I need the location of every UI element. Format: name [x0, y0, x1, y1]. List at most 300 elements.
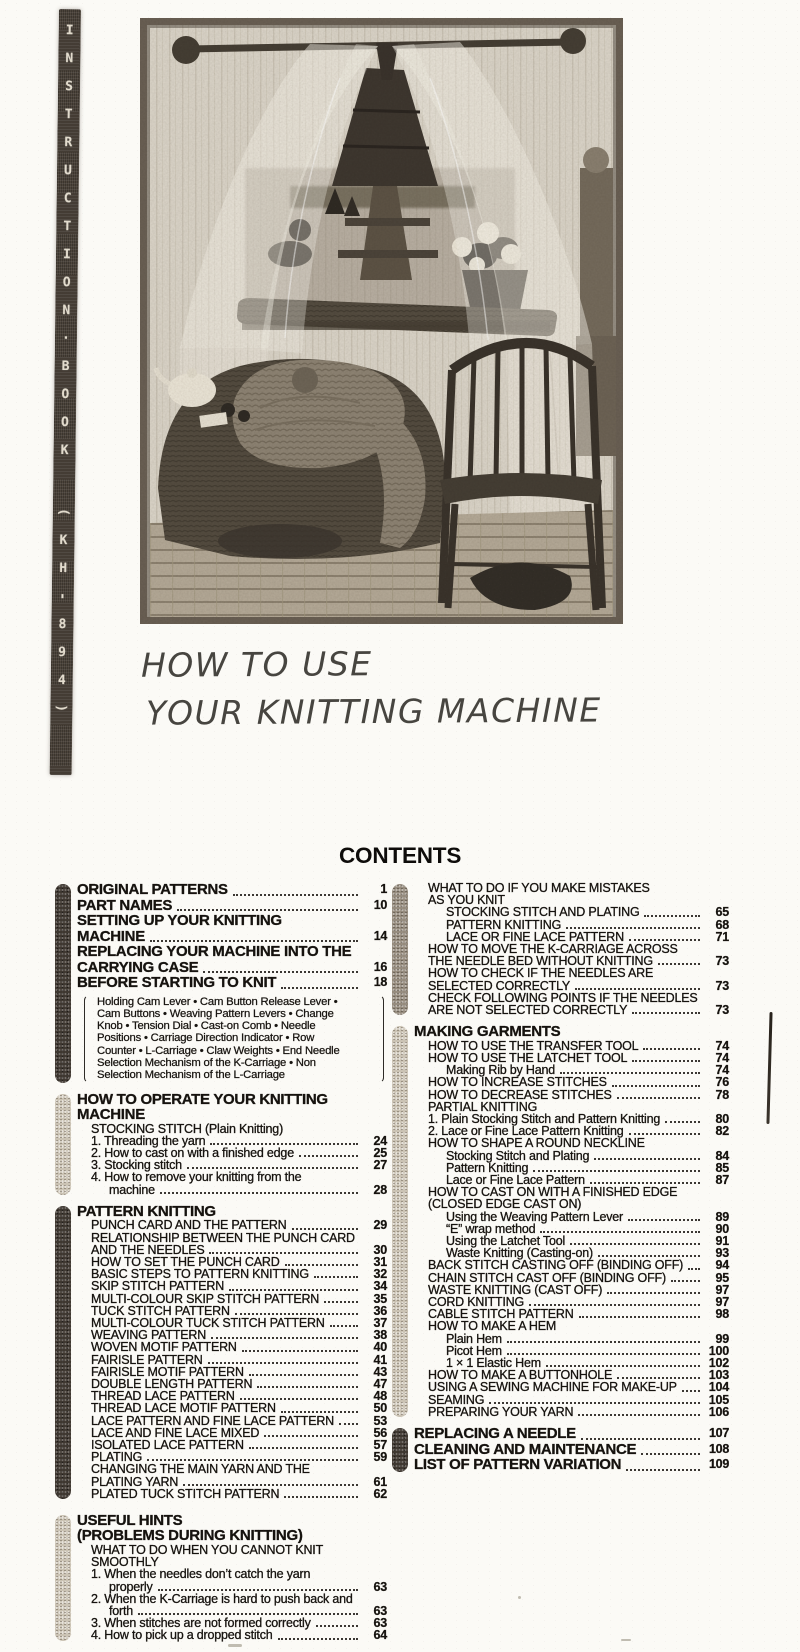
toc-page-number: 82	[715, 1124, 729, 1139]
toc-entry	[55, 1402, 387, 1414]
dot-leader	[566, 927, 700, 929]
toc-entry	[55, 1092, 387, 1108]
note-line: Holding Cam Lever • Cam Button Release Lever •	[97, 995, 338, 1008]
spine-letter: H	[59, 560, 68, 576]
spine-letter: O	[62, 274, 71, 290]
toc-entry-label: 3. Stocking stitch	[91, 1158, 182, 1173]
toc-entry-label: 1. Plain Stocking Stitch and Pattern Knitting	[428, 1111, 661, 1126]
toc-entry-label: PATTERN KNITTING	[77, 1202, 216, 1220]
toc-entry	[392, 1211, 729, 1223]
section-marker-bar	[55, 1206, 71, 1499]
spine-letter: N	[62, 302, 71, 318]
note-line: Cam Buttons • Weaving Pattern Levers • Change	[97, 1007, 334, 1020]
toc-entry	[55, 1568, 387, 1580]
toc-page-number: 71	[715, 929, 729, 944]
toc-entry-label: CHANGING THE MAIN YARN AND THE	[91, 1462, 310, 1477]
dot-leader	[229, 1289, 358, 1291]
toc-entry-label: 1 × 1 Elastic Hem	[446, 1356, 541, 1371]
toc-entry-label: FAIRISLE MOTIF PATTERN	[91, 1364, 244, 1379]
toc-entry-label: Plain Hem	[446, 1331, 502, 1346]
toc-section	[392, 1426, 729, 1473]
dot-leader	[249, 1374, 358, 1376]
parts-note-block	[84, 994, 384, 1084]
toc-entry	[392, 1320, 729, 1332]
toc-entry	[392, 1076, 729, 1088]
dot-leader	[281, 1411, 358, 1413]
toc-entry-label: PART NAMES	[77, 896, 173, 914]
toc-section	[392, 1024, 729, 1418]
toc-entry-label: HOW TO MOVE THE K-CARRIAGE ACROSS	[428, 942, 678, 957]
scan-artifact-line	[766, 1012, 772, 1124]
toc-page-number: 68	[715, 917, 729, 932]
toc-page-number: 87	[715, 1172, 729, 1187]
section-marker-bar	[55, 1515, 71, 1641]
toc-page-number: 48	[373, 1389, 387, 1404]
spine-letter: T	[63, 218, 72, 234]
toc-entry-label: CHAIN STITCH CAST OFF (BINDING OFF)	[428, 1270, 666, 1285]
dot-leader	[617, 1377, 700, 1379]
toc-entry-label: PLATED TUCK STITCH PATTERN	[91, 1486, 280, 1501]
spine-letter: 8	[58, 616, 67, 632]
toc-entry-label: BACK STITCH CASTING OFF (BINDING OFF)	[428, 1258, 684, 1273]
spine-letter: K	[59, 532, 68, 548]
toc-entry-label: CLEANING AND MAINTENANCE	[414, 1440, 637, 1458]
toc-entry-label: THE NEEDLE BED WITHOUT KNITTING	[428, 954, 653, 969]
dot-leader	[285, 1264, 358, 1266]
toc-entry	[392, 1137, 729, 1149]
toc-entry-label: HOW TO MAKE A HEM	[428, 1319, 557, 1334]
toc-section	[55, 882, 387, 1084]
toc-page-number: 18	[373, 975, 387, 989]
toc-page-number: 104	[708, 1380, 729, 1395]
toc-page-number: 27	[373, 1158, 387, 1173]
toc-entry-label: REPLACING YOUR MACHINE INTO THE	[77, 943, 352, 960]
dot-leader	[299, 1155, 358, 1157]
toc-entry-label: HOW TO MAKE A BUTTONHOLE	[428, 1368, 613, 1383]
toc-entry	[392, 1052, 729, 1064]
toc-page-number: 35	[373, 1291, 387, 1306]
toc-page-number: 32	[373, 1267, 387, 1282]
toc-section	[55, 1513, 387, 1642]
dot-leader	[628, 1219, 700, 1221]
toc-page-number: 73	[715, 954, 729, 969]
toc-entry-label: THREAD LACE PATTERN	[91, 1389, 235, 1404]
toc-page-number: 78	[715, 1087, 729, 1102]
dot-leader	[533, 1170, 700, 1172]
toc-page-number: 43	[373, 1364, 387, 1379]
spine-letter: K	[60, 442, 69, 458]
dot-leader	[529, 1304, 700, 1306]
toc-entry	[55, 882, 387, 898]
toc-entry	[392, 1004, 729, 1016]
dot-leader	[629, 939, 700, 941]
toc-entry	[55, 1415, 387, 1427]
toc-page-number: 63	[373, 1603, 387, 1618]
toc-entry	[55, 1280, 387, 1292]
toc-page-number: 84	[715, 1148, 729, 1163]
toc-page-number: 80	[715, 1111, 729, 1126]
toc-section	[392, 882, 729, 1016]
toc-entry-label: MACHINE	[77, 1106, 145, 1124]
dot-leader	[540, 1231, 700, 1233]
dot-leader	[632, 1060, 700, 1062]
toc-page-number: 36	[373, 1303, 387, 1318]
toc-page-number: 97	[715, 1282, 729, 1297]
dot-leader	[629, 1133, 701, 1135]
toc-entry-label: HOW TO CHECK IF THE NEEDLES ARE	[428, 966, 654, 981]
spine-letter: U	[64, 162, 73, 178]
dot-leader	[641, 1453, 700, 1455]
note-paren-right	[373, 995, 384, 1083]
spine-letter: )	[53, 704, 69, 713]
toc-entry	[55, 960, 387, 976]
toc-entry-label: MULTI-COLOUR SKIP STITCH PATTERN	[91, 1291, 320, 1306]
toc-entry	[55, 1184, 387, 1196]
toc-entry-label: 2. When the K-Carriage is hard to push back and	[91, 1591, 353, 1606]
toc-page-number: 76	[715, 1075, 729, 1090]
toc-page-number: 94	[715, 1258, 729, 1273]
dot-leader	[211, 1337, 358, 1339]
dot-leader	[560, 1072, 700, 1074]
toc-entry	[392, 919, 729, 931]
toc-page-number: 10	[373, 897, 387, 912]
dot-leader	[671, 1280, 700, 1282]
toc-page-number: 65	[715, 905, 729, 920]
toc-entry-label: MAKING GARMENTS	[414, 1023, 561, 1041]
dot-leader	[316, 1625, 358, 1627]
toc-entry-label: Using the Latchet Tool	[446, 1233, 566, 1248]
section-marker-bar	[392, 1428, 408, 1472]
dot-leader	[507, 1353, 700, 1355]
toc-entry-label: PLATING YARN	[91, 1474, 179, 1489]
dot-leader	[314, 1276, 358, 1278]
toc-entry	[392, 967, 729, 979]
toc-entry-label: HOW TO CAST ON WITH A FINISHED EDGE	[428, 1185, 678, 1200]
toc-page-number: 63	[373, 1616, 387, 1631]
toc-page-number: 74	[715, 1050, 729, 1065]
toc-entry-label: SETTING UP YOUR KNITTING	[77, 912, 282, 929]
cover-photo	[140, 18, 623, 624]
toc-entry	[392, 1345, 729, 1357]
toc-column-right	[392, 882, 729, 1481]
toc-entry	[55, 1354, 387, 1366]
note-line: Counter • L-Carriage • Claw Weights • End Needle	[97, 1044, 340, 1057]
toc-column-left	[55, 882, 387, 1650]
toc-entry-label: HOW TO INCREASE STITCHES	[428, 1075, 607, 1090]
toc-section	[55, 1092, 387, 1196]
toc-entry	[55, 1204, 387, 1220]
toc-entry-label: CARRYING CASE	[77, 958, 199, 976]
toc-entry	[55, 929, 387, 945]
toc-page-number: 25	[373, 1145, 387, 1160]
toc-entry	[55, 1341, 387, 1353]
toc-entry-label: 4. How to pick up a dropped stitch	[91, 1628, 273, 1643]
dot-leader	[578, 1414, 700, 1416]
dot-leader	[187, 1167, 358, 1169]
toc-entry	[392, 1198, 729, 1210]
note-paren-left	[84, 995, 95, 1083]
toc-entry-label: Waste Knitting (Casting-on)	[446, 1246, 593, 1261]
toc-entry-label: Using the Weaving Pattern Lever	[446, 1209, 624, 1224]
toc-entry-label: (CLOSED EDGE CAST ON)	[428, 1197, 582, 1212]
toc-entry	[55, 1293, 387, 1305]
toc-entry-label: Lace or Fine Lace Pattern	[446, 1172, 585, 1187]
dot-leader	[626, 1469, 700, 1471]
toc-entry	[392, 1394, 729, 1406]
toc-entry	[55, 1463, 387, 1475]
dot-leader	[281, 987, 358, 989]
toc-entry-label: LACE OR FINE LACE PATTERN	[446, 929, 624, 944]
toc-page-number: 90	[715, 1221, 729, 1236]
toc-page-number: 59	[373, 1450, 387, 1465]
toc-page-number: 50	[373, 1401, 387, 1416]
toc-entry-label: PUNCH CARD AND THE PATTERN	[91, 1218, 287, 1233]
toc-entry	[392, 980, 729, 992]
dot-leader	[598, 1255, 700, 1257]
toc-entry-label: 1. When the needles don’t catch the yarn	[91, 1567, 311, 1582]
toc-page-number: 14	[373, 928, 387, 943]
toc-page-number: 56	[373, 1425, 387, 1440]
dot-leader	[209, 1252, 358, 1254]
toc-entry-label: THREAD LACE MOTIF PATTERN	[91, 1401, 276, 1416]
toc-entry	[392, 1150, 729, 1162]
toc-entry-label: DOUBLE LENGTH PATTERN	[91, 1376, 253, 1391]
book-spine	[50, 9, 81, 775]
toc-entry-label: USEFUL HINTS	[77, 1511, 183, 1529]
section-marker-bar	[55, 1094, 71, 1195]
note-line: Positions • Carriage Direction Indicator • Row	[97, 1032, 315, 1045]
toc-entry-label: Making Rib by Hand	[446, 1063, 555, 1078]
cover-title-line2: YOUR KNITTING MACHINE	[145, 690, 602, 733]
toc-entry	[55, 1219, 387, 1231]
dot-leader	[203, 971, 358, 973]
dot-leader	[292, 1228, 358, 1230]
toc-entry-label: RELATIONSHIP BETWEEN THE PUNCH CARD	[91, 1230, 355, 1245]
spine-letter: R	[64, 134, 73, 150]
toc-entry	[55, 1593, 387, 1605]
spine-letter: S	[65, 78, 74, 94]
toc-entry-label: machine	[109, 1182, 155, 1197]
toc-page-number: 24	[373, 1133, 387, 1148]
dot-leader	[658, 963, 700, 965]
dot-leader	[242, 1350, 358, 1352]
dot-leader	[284, 1496, 358, 1498]
dot-leader	[665, 1121, 700, 1123]
toc-page-number: 1	[380, 882, 387, 896]
spine-letter: I	[65, 22, 74, 38]
toc-entry-label: WASTE KNITTING (CAST OFF)	[428, 1282, 603, 1297]
toc-entry-label: PLATING	[91, 1450, 143, 1465]
spine-letter: -	[55, 592, 71, 601]
toc-entry-label: LIST OF PATTERN VARIATION	[414, 1456, 622, 1474]
dot-leader	[607, 1292, 700, 1294]
toc-page-number: 89	[715, 1209, 729, 1224]
toc-page-number: 100	[708, 1343, 729, 1358]
dot-leader	[489, 1402, 700, 1404]
toc-entry-label: TUCK STITCH PATTERN	[91, 1303, 230, 1318]
toc-entry	[55, 1528, 387, 1544]
toc-entry-label: HOW TO SET THE PUNCH CARD	[91, 1254, 280, 1269]
toc-page-number: 62	[373, 1486, 387, 1501]
toc-page-number: 38	[373, 1328, 387, 1343]
toc-entry	[55, 1513, 387, 1529]
toc-entry	[392, 1457, 729, 1473]
toc-entry	[55, 1107, 387, 1123]
section-marker-bar	[55, 884, 71, 1083]
dot-leader	[138, 1613, 358, 1615]
toc-entry-label: PREPARING YOUR YARN	[428, 1404, 574, 1419]
toc-page-number: 73	[715, 978, 729, 993]
toc-page-number: 97	[715, 1295, 729, 1309]
toc-page-number: 57	[373, 1437, 387, 1452]
toc-page-number: 64	[373, 1628, 387, 1643]
toc-entry-label: Pattern Knitting	[446, 1160, 529, 1175]
toc-entry	[55, 1232, 387, 1244]
spine-letter: B	[61, 358, 70, 374]
toc-entry-label: BEFORE STARTING TO KNIT	[77, 974, 277, 991]
toc-page-number: 99	[715, 1331, 729, 1346]
toc-page-number: 98	[715, 1307, 729, 1322]
toc-entry-label: HOW TO DECREASE STITCHES	[428, 1087, 612, 1102]
toc-entry-label: USING A SEWING MACHINE FOR MAKE-UP	[428, 1380, 677, 1395]
toc-entry-label: HOW TO USE THE LATCHET TOOL	[428, 1050, 628, 1065]
toc-entry	[392, 1442, 729, 1458]
dot-leader	[644, 915, 700, 917]
dot-leader	[150, 940, 358, 942]
section-marker-bar	[392, 1026, 408, 1417]
scan-speck	[621, 1639, 631, 1641]
toc-page-number: 29	[373, 1218, 387, 1233]
toc-entry-label: WEAVING PATTERN	[91, 1328, 207, 1343]
spine-letter: 4	[57, 672, 66, 688]
toc-page-number: 103	[708, 1368, 729, 1383]
section-marker-bar	[392, 884, 408, 1015]
toc-entry	[392, 1381, 729, 1393]
toc-entry-label: PATTERN KNITTING	[446, 917, 562, 932]
toc-entry-label: SKIP STITCH PATTERN	[91, 1279, 225, 1294]
dot-leader	[594, 1158, 700, 1160]
spine-letter: N	[65, 50, 74, 66]
toc-entry	[392, 1406, 729, 1418]
dot-leader	[643, 1048, 700, 1050]
toc-entry-label: ISOLATED LACE PATTERN	[91, 1437, 244, 1452]
dot-leader	[330, 1325, 358, 1327]
dot-leader	[160, 1192, 358, 1194]
toc-entry	[55, 1629, 387, 1641]
toc-entry-label: 4. How to remove your knitting from the	[91, 1170, 302, 1185]
toc-entry-label: Picot Hem	[446, 1343, 502, 1358]
toc-page-number: 41	[373, 1352, 387, 1367]
toc-page-number: 105	[708, 1392, 729, 1407]
dot-leader	[208, 1362, 358, 1364]
toc-entry	[55, 898, 387, 914]
dot-leader	[617, 1097, 700, 1099]
dot-leader	[570, 1243, 700, 1245]
dot-leader	[240, 1398, 358, 1400]
spine-letter: O	[60, 414, 69, 430]
toc-entry-label: properly	[109, 1579, 153, 1594]
toc-entry-label: PARTIAL KNITTING	[428, 1099, 538, 1114]
toc-entry	[392, 1024, 729, 1040]
toc-entry	[55, 1488, 387, 1500]
note-line: Selection Mechanism of the K-Carriage • Non	[97, 1056, 316, 1069]
toc-entry	[392, 1259, 729, 1271]
dot-leader	[210, 1143, 358, 1145]
dot-leader	[579, 1316, 700, 1318]
toc-entry-label: WHAT TO DO IF YOU MAKE MISTAKES	[428, 881, 650, 895]
toc-page-number: 28	[373, 1182, 387, 1197]
toc-entry	[392, 906, 729, 918]
toc-entry-label: (PROBLEMS DURING KNITTING)	[77, 1527, 303, 1545]
toc-entry-label: 3. When stitches are not formed correctly	[91, 1616, 311, 1631]
toc-entry	[55, 913, 387, 929]
scan-speck	[228, 1644, 242, 1647]
toc-page-number: 107	[709, 1426, 729, 1441]
toc-entry-label: 2. Lace or Fine Lace Pattern Knitting	[428, 1124, 624, 1139]
toc-entry-label: LACE AND FINE LACE MIXED	[91, 1425, 260, 1440]
dot-leader	[688, 1268, 700, 1270]
dot-leader	[507, 1341, 700, 1343]
toc-page-number: 34	[373, 1279, 387, 1294]
dot-leader	[235, 1313, 358, 1315]
toc-entry-label: 1. Threading the yarn	[91, 1133, 206, 1148]
toc-entry-label: STOCKING STITCH AND PLATING	[446, 905, 640, 920]
toc-entry-label: AS YOU KNIT	[428, 893, 505, 908]
toc-entry-label: MACHINE	[77, 927, 145, 945]
toc-entry-label: CORD KNITTING	[428, 1295, 525, 1309]
spine-title-vertical	[50, 9, 81, 722]
toc-page-number: 108	[709, 1441, 729, 1456]
toc-entry-label: HOW TO OPERATE YOUR KNITTING	[77, 1090, 328, 1108]
toc-page-number: 63	[373, 1579, 387, 1594]
note-line: Knob • Tension Dial • Cast-on Comb • Needle	[97, 1020, 316, 1033]
dot-leader	[632, 1012, 700, 1014]
spine-letter: O	[61, 386, 70, 402]
spine-letter: 9	[58, 644, 67, 660]
dot-leader	[339, 1423, 358, 1425]
toc-entry	[392, 1089, 729, 1101]
dot-leader	[249, 1447, 358, 1449]
dot-leader	[278, 1638, 359, 1640]
toc-entry	[55, 944, 387, 960]
spine-letter: T	[64, 106, 73, 122]
toc-entry-label: forth	[109, 1603, 134, 1618]
toc-entry-label: BASIC STEPS TO PATTERN KNITTING	[91, 1267, 309, 1282]
toc-page-number: 47	[373, 1376, 387, 1391]
toc-entry	[55, 975, 387, 991]
toc-entry	[392, 1426, 729, 1442]
toc-entry-label: MULTI-COLOUR TUCK STITCH PATTERN	[91, 1315, 325, 1330]
toc-entry-label: ORIGINAL PATTERNS	[77, 881, 228, 898]
toc-entry-label: LACE PATTERN AND FINE LACE PATTERN	[91, 1413, 335, 1428]
toc-entry	[55, 1581, 387, 1593]
contents-heading: CONTENTS	[339, 843, 462, 868]
toc-page-number: 102	[708, 1356, 729, 1371]
toc-entry-label: “E” wrap method	[446, 1221, 536, 1236]
toc-page-number: 16	[373, 959, 387, 974]
toc-page-number: 95	[715, 1270, 729, 1285]
dot-leader	[581, 1438, 700, 1440]
toc-entry-label: WOVEN MOTIF PATTERN	[91, 1340, 237, 1355]
dot-leader	[158, 1589, 358, 1591]
toc-page-number: 37	[373, 1315, 387, 1330]
toc-entry	[55, 1123, 387, 1135]
dot-leader	[612, 1085, 700, 1087]
toc-entry-label: HOW TO USE THE TRANSFER TOOL	[428, 1038, 639, 1053]
toc-page-number: 74	[715, 1038, 729, 1053]
toc-entry-label: SMOOTHLY	[91, 1555, 159, 1570]
toc-page-number: 61	[373, 1474, 387, 1489]
